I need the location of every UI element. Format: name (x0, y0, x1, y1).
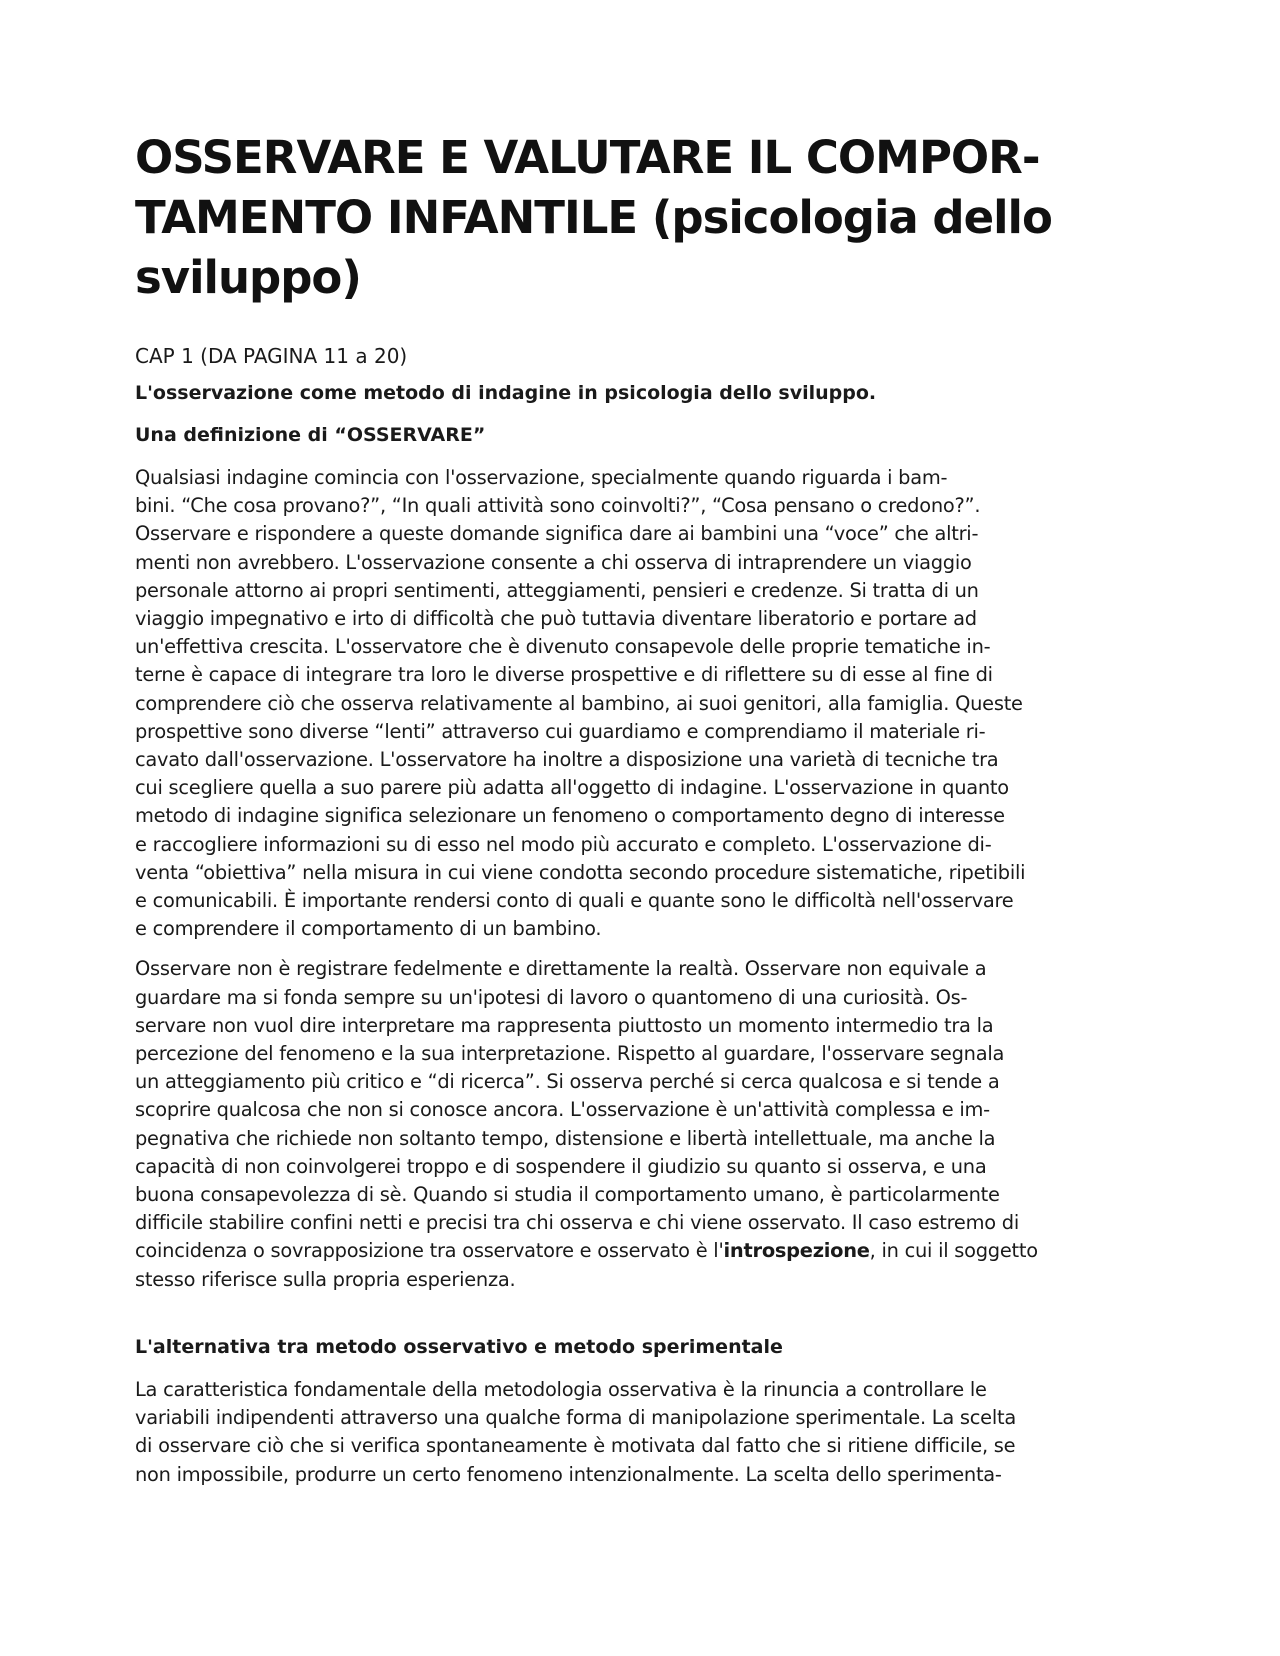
text-segment: , in cui il soggetto (869, 1239, 1038, 1263)
text-line: bini. “Che cosa provano?”, “In quali attività sono coinvolti?”, “Cosa pensano o credono?”. (135, 494, 981, 518)
text-line: scoprire qualcosa che non si conosce ancora. L'osservazione è un'attività complessa e im- (135, 1098, 990, 1122)
chapter-label: CAP 1 (DA PAGINA 11 a 20) (135, 344, 408, 368)
text-line: pegnativa che richiede non soltanto tempo, distensione e libertà intellettuale, ma anche la (135, 1126, 996, 1150)
text-line: e raccogliere informazioni su di esso nel modo più accurato e completo. L'osservazione di- (135, 832, 992, 856)
text-line: percezione del fenomeno e la sua interpretazione. Rispetto al guardare, l'osservare segnala (135, 1042, 1005, 1066)
text-line: prospettive sono diverse “lenti” attraverso cui guardiamo e comprendiamo il materiale ri- (135, 719, 986, 743)
text-line: personale attorno ai propri sentimenti, atteggiamenti, pensieri e credenze. Si tratta di un (135, 578, 979, 602)
document-page (135, 128, 1135, 1501)
text-line: e comunicabili. È importante rendersi conto di quali e quante sono le difficoltà nell'osservare (135, 889, 1014, 913)
text-line: difficile stabilire confini netti e precisi tra chi osserva e chi viene osservato. Il caso estremo di (135, 1211, 1019, 1235)
text-line: di osservare ciò che si verifica spontaneamente è motivata dal fatto che si ritiene difficile, se (135, 1434, 1016, 1458)
text-line: buona consapevolezza di sè. Quando si studia il comportamento umano, è particolarmente (135, 1183, 1000, 1207)
text-line: Osservare non è registrare fedelmente e direttamente la realtà. Osservare non equivale a (135, 957, 987, 981)
text-line: venta “obiettiva” nella misura in cui viene condotta secondo procedure sistematiche, ripetibili (135, 860, 1026, 884)
text-line: variabili indipendenti attraverso una qualche forma di manipolazione sperimentale. La scelta (135, 1406, 1016, 1430)
text-line: comprendere ciò che osserva relativamente al bambino, ai suoi genitori, alla famiglia. Queste (135, 691, 1023, 715)
text-line: menti non avrebbero. L'osservazione consente a chi osserva di intraprendere un viaggio (135, 550, 972, 574)
section-heading-observation-method: L'osservazione come metodo di indagine in psicologia dello sviluppo. (135, 382, 877, 404)
text-line: terne è capace di integrare tra loro le diverse prospettive e di riflettere su di esse al fine di (135, 663, 993, 687)
bold-term-introspezione: introspezione (723, 1239, 870, 1263)
text-segment: coincidenza o sovrapposizione tra osservatore e osservato è l' (135, 1239, 724, 1263)
text-line: un atteggiamento più critico e “di ricerca”. Si osserva perché si cerca qualcosa e si tende a (135, 1070, 1000, 1094)
text-line: un'effettiva crescita. L'osservatore che è divenuto consapevole delle proprie tematiche in- (135, 635, 991, 659)
text-line: La caratteristica fondamentale della metodologia osservativa è la rinuncia a controllare le (135, 1377, 987, 1401)
document-title (135, 128, 1135, 308)
text-line: servare non vuol dire interpretare ma rappresenta piuttosto un momento intermedio tra la (135, 1013, 994, 1037)
text-line: cavato dall'osservazione. L'osservatore ha inoltre a disposizione una varietà di tecniche tra (135, 748, 999, 772)
text-line: Qualsiasi indagine comincia con l'osservazione, specialmente quando riguarda i bam- (135, 466, 948, 489)
section-heading-method-alternative: L'alternativa tra metodo osservativo e metodo sperimentale (135, 1335, 783, 1358)
text-line: e comprendere il comportamento di un bambino. (135, 917, 602, 941)
title-line: sviluppo) (135, 251, 361, 304)
text-line: stesso riferisce sulla propria esperienza. (135, 1267, 516, 1291)
paragraph-definition (135, 464, 1135, 943)
paragraph-observing-vs-looking (135, 955, 1135, 1293)
title-line: OSSERVARE E VALUTARE IL COMPOR- (135, 131, 1040, 184)
paragraph-observational-methodology (135, 1376, 1135, 1489)
text-line: viaggio impegnativo e irto di difficoltà che può tuttavia diventare liberatorio e portare ad (135, 607, 977, 631)
text-line: cui scegliere quella a suo parere più adatta all'oggetto di indagine. L'osservazione in quanto (135, 776, 1009, 800)
text-line: metodo di indagine significa selezionare un fenomeno o comportamento degno di interesse (135, 804, 1005, 828)
text-line: guardare ma si fonda sempre su un'ipotesi di lavoro o quantomeno di una curiosità. Os- (135, 985, 968, 1009)
text-line: non impossibile, produrre un certo fenomeno intenzionalmente. La scelta dello sperimenta- (135, 1462, 1002, 1486)
subsection-heading-definition: Una definizione di “OSSERVARE” (135, 424, 486, 446)
text-line: capacità di non coinvolgerei troppo e di sospendere il giudizio su quanto si osserva, e una (135, 1154, 987, 1178)
text-line: Osservare e rispondere a queste domande significa dare ai bambini una “voce” che altri- (135, 522, 979, 546)
text-line (135, 1237, 1135, 1265)
title-line: TAMENTO INFANTILE (psicologia dello (135, 191, 1052, 244)
